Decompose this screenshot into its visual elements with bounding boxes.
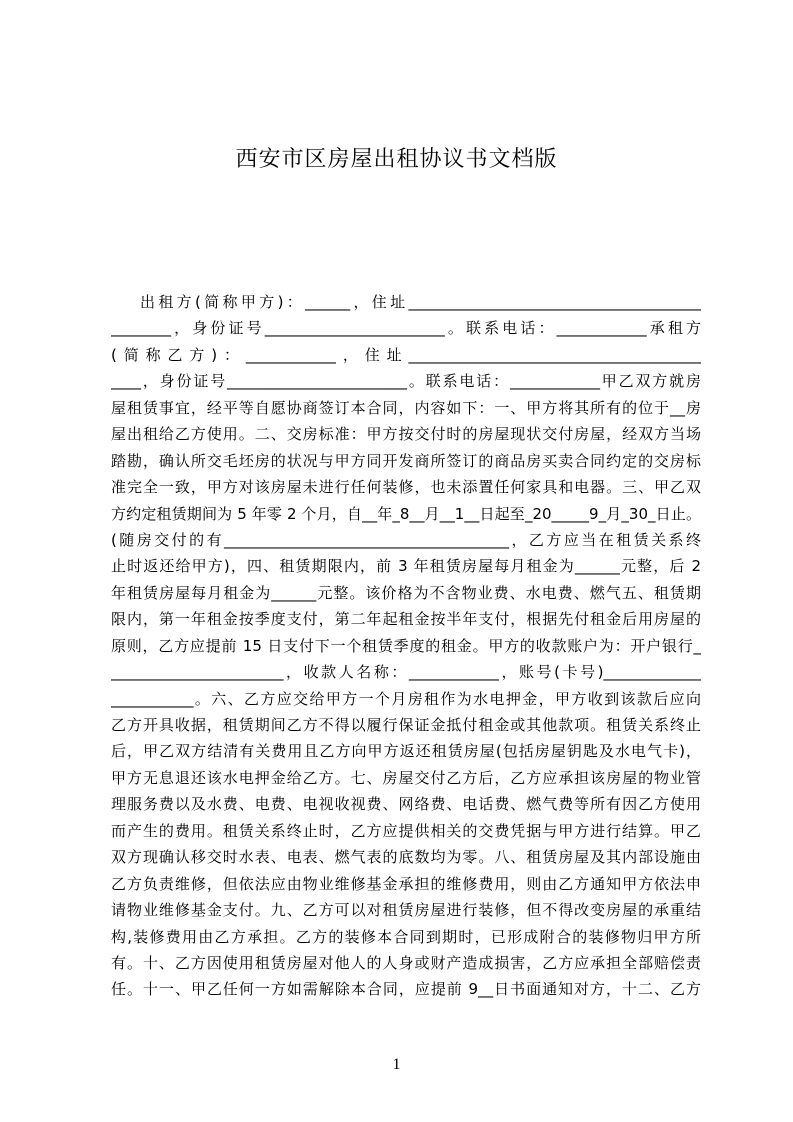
paragraph-line: 出租方(简称甲方)：______，住址_______________________________________ — [140, 293, 701, 311]
document-title: 西安市区房屋出租协议书文档版 — [235, 147, 558, 172]
paragraph-line: 准完全一致，甲方对该房屋未进行任何装修，也未添置任何家具和电器。三、甲乙双 — [111, 478, 701, 497]
paragraph-line: 后，甲乙双方结清有关费用且乙方向甲方返还租赁房屋(包括房屋钥匙及水电气卡)， — [111, 742, 701, 761]
paragraph-line: (简称乙方)：____________，住址_______________________________________ — [111, 345, 701, 364]
paragraph-line: 年租赁房屋每月租金为______元整。该价格为不含物业费、水电费、燃气五、租赁期 — [111, 583, 701, 602]
paragraph-line: ____，身份证号________________________。联系电话：____________甲乙双方就房 — [111, 372, 701, 391]
paragraph-line: ___________。六、乙方应交给甲方一个月房租作为水电押金，甲方收到该款后应向 — [111, 689, 701, 708]
paragraph-line: 踏勘，确认所交毛坯房的状况与甲方同开发商所签订的商品房买卖合同约定的交房标 — [111, 451, 701, 470]
page-number: 1 — [392, 1056, 401, 1073]
paragraph-line: 屋租赁事宜，经平等自愿协商签订本合同，内容如下：一、甲方将其所有的位于__房 — [111, 398, 701, 417]
paragraph-line: 方约定租赁期间为 5 年零 2 个月，自__年_8__月__1__日起至_20_____9_月_30_日止。 — [111, 504, 701, 523]
paragraph-line: 请物业维修基金支付。九、乙方可以对租赁房屋进行装修，但不得改变房屋的承重结 — [111, 901, 701, 920]
paragraph-line: 乙方开具收据，租赁期间乙方不得以履行保证金抵付租金或其他款项。租赁关系终止 — [111, 716, 701, 734]
document-body — [111, 289, 701, 1003]
paragraph-line: 限内，第一年租金按季度支付，第二年起租金按半年支付，根据先付租金后用房屋的 — [111, 610, 701, 629]
paragraph-line: _______________________，收款人名称：____________，账号(卡号)_____________ — [111, 663, 701, 682]
paragraph-line: 乙方负责维修，但依法应由物业维修基金承担的维修费用，则由乙方通知甲方依法申 — [111, 874, 701, 893]
paragraph-line: 而产生的费用。租赁关系终止时，乙方应提供相关的交费凭据与甲方进行结算。甲乙 — [111, 821, 701, 840]
paragraph-line: 构,装修费用由乙方承担。乙方的装修本合同到期时，已形成附合的装修物归甲方所 — [111, 927, 701, 946]
paragraph-line: 双方现确认移交时水表、电表、燃气表的底数均为零。八、租赁房屋及其内部设施由 — [111, 848, 701, 867]
paragraph-line: 任。十一、甲乙任何一方如需解除本合同，应提前 9__日书面通知对方，十二、乙方 — [111, 980, 701, 999]
paragraph-line: 原则，乙方应提前 15 日支付下一个租赁季度的租金。甲方的收款账户为：开户银行_ — [111, 636, 701, 655]
paragraph-line: 止时返还给甲方)，四、租赁期限内，前 3 年租赁房屋每月租金为______元整，后 2 — [111, 557, 701, 576]
paragraph-line: 理服务费以及水费、电费、电视收视费、网络费、电话费、燃气费等所有因乙方使用 — [111, 795, 701, 814]
paragraph-line: (随房交付的有______________________________________，乙方应当在租赁关系终 — [111, 530, 701, 549]
paragraph-line: 有。十、乙方因使用租赁房屋对他人的人身或财产造成损害，乙方应承担全部赔偿责 — [111, 953, 701, 972]
paragraph-line: 屋出租给乙方使用。二、交房标准：甲方按交付时的房屋现状交付房屋，经双方当场 — [111, 425, 701, 444]
paragraph-line: 甲方无息退还该水电押金给乙方。七、房屋交付乙方后，乙方应承担该房屋的物业管 — [111, 768, 701, 787]
paragraph-line: ________，身份证号________________________。联系电话：____________承租方 — [111, 319, 701, 338]
